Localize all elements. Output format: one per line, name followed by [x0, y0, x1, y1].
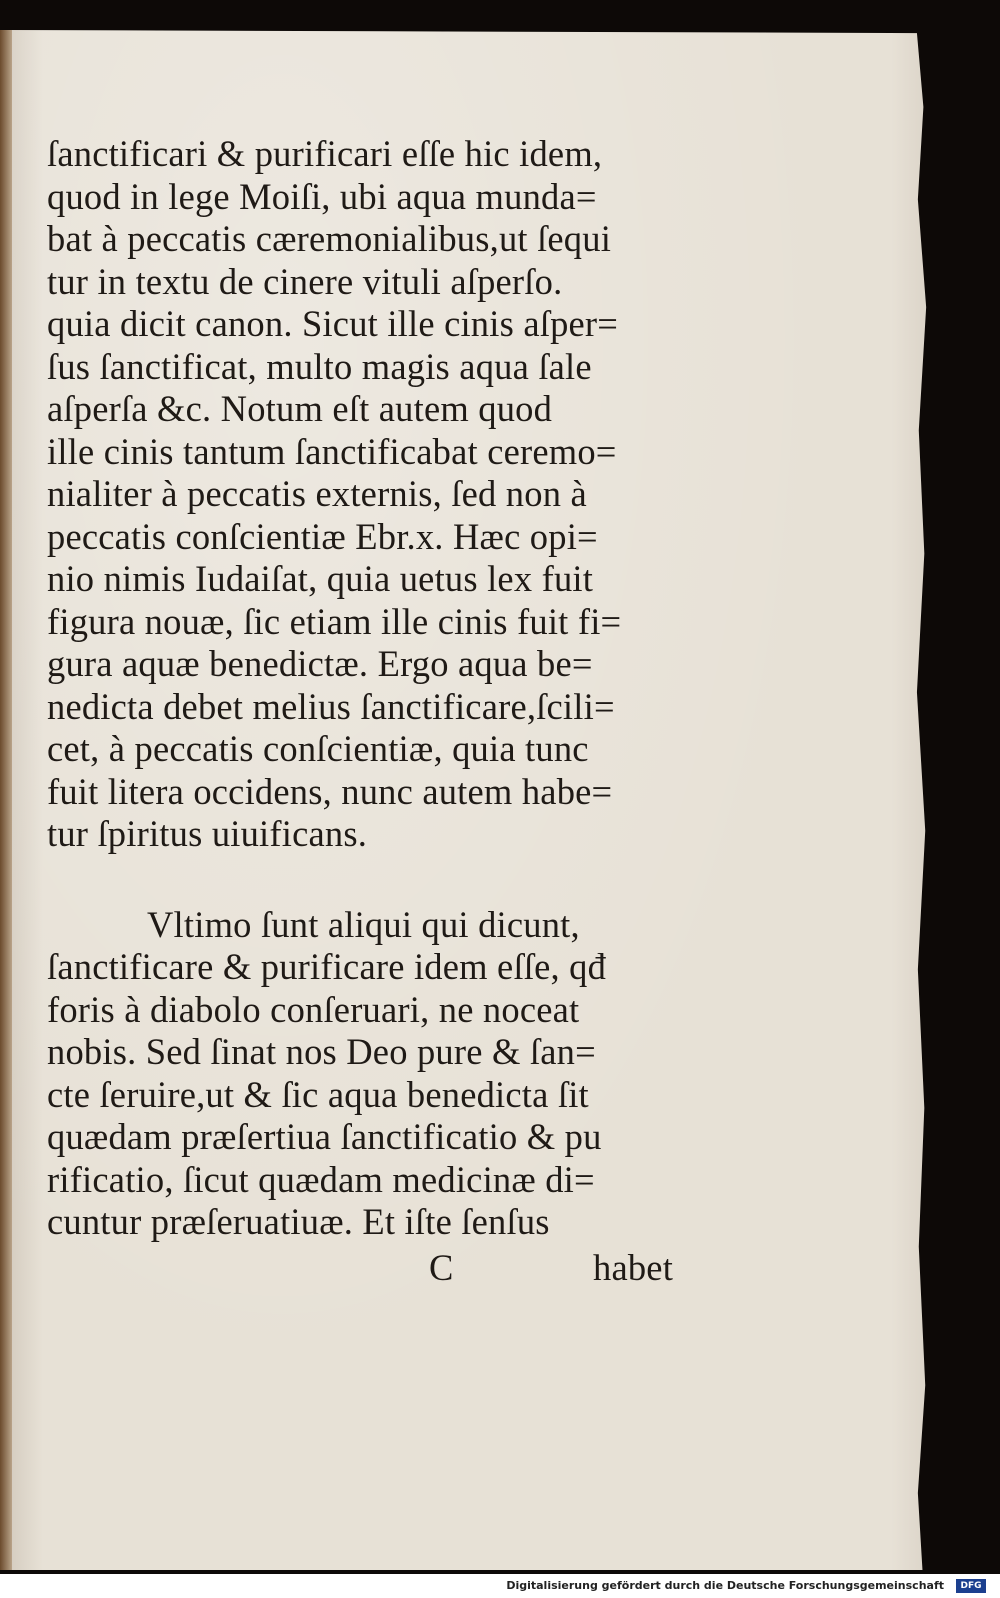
text-line: fuit litera occidens, nunc autem habe= — [47, 770, 613, 812]
text-line: nedicta debet melius ſanctificare,ſcili= — [47, 685, 615, 727]
page-foot-line — [47, 1244, 707, 1292]
text-line: quod in lege Moiſi, ubi aqua munda= — [47, 175, 597, 217]
text-line: cet, à peccatis conſcientiæ, quia tunc — [47, 728, 589, 769]
funding-credit: Digitalisierung gefördert durch die Deutsche Forschungsgemeinschaft — [506, 1579, 944, 1592]
text-line: figura nouæ, ſic etiam ille cinis fuit fi= — [47, 600, 622, 642]
text-line: ſanctificari & purificari eſſe hic idem, — [47, 133, 603, 174]
paragraph-gap — [47, 856, 707, 904]
text-line: foris à diabolo conſeruari, ne noceat — [47, 988, 580, 1030]
text-line: cte ſeruire,ut & ſic aqua benedicta ſit — [47, 1073, 589, 1115]
catchword: habet — [593, 1246, 674, 1288]
text-line: quia dicit canon. Sicut ille cinis aſper= — [47, 303, 619, 344]
text-line: gura aquæ benedictæ. Ergo aqua be= — [47, 643, 593, 684]
text-line: ſus ſanctificat, multo magis aqua ſale — [47, 345, 592, 387]
text-line: bat à peccatis cæremonialibus,ut ſequi — [47, 218, 612, 259]
text-line: quædam præſertiua ſanctificatio & pu — [47, 1116, 602, 1157]
page-text — [47, 133, 707, 1292]
text-line: tur ſpiritus uiuificans. — [47, 813, 368, 854]
text-line: nobis. Sed ſinat nos Deo pure & ſan= — [47, 1031, 596, 1072]
signature-mark: C — [429, 1246, 454, 1288]
text-line: tur in textu de cinere vituli aſperſo. — [47, 260, 563, 302]
text-line: Vltimo ſunt aliqui qui dicunt, — [147, 903, 580, 945]
text-line: nio nimis Iudaiſat, quia uetus lex fuit — [47, 558, 594, 599]
footer-bar — [0, 1574, 1000, 1598]
text-line: rificatio, ſicut quædam medicinæ di= — [47, 1158, 595, 1200]
page-binding-edge — [0, 30, 12, 1570]
paragraph-2 — [47, 904, 707, 1244]
paragraph-1 — [47, 133, 707, 856]
text-line: ille cinis tantum ſanctificabat ceremo= — [47, 430, 617, 472]
text-line: aſperſa &c. Notum eſt autem quod — [47, 388, 553, 429]
text-line: cuntur præſeruatiuæ. Et iſte ſenſus — [47, 1201, 550, 1242]
text-line: peccatis conſcientiæ Ebr.x. Hæc opi= — [47, 515, 598, 557]
dfg-logo: DFG — [956, 1579, 986, 1593]
text-line: nialiter à peccatis externis, ſed non à — [47, 473, 587, 514]
text-line: ſanctificare & purificare idem eſſe, qđ — [47, 946, 607, 987]
